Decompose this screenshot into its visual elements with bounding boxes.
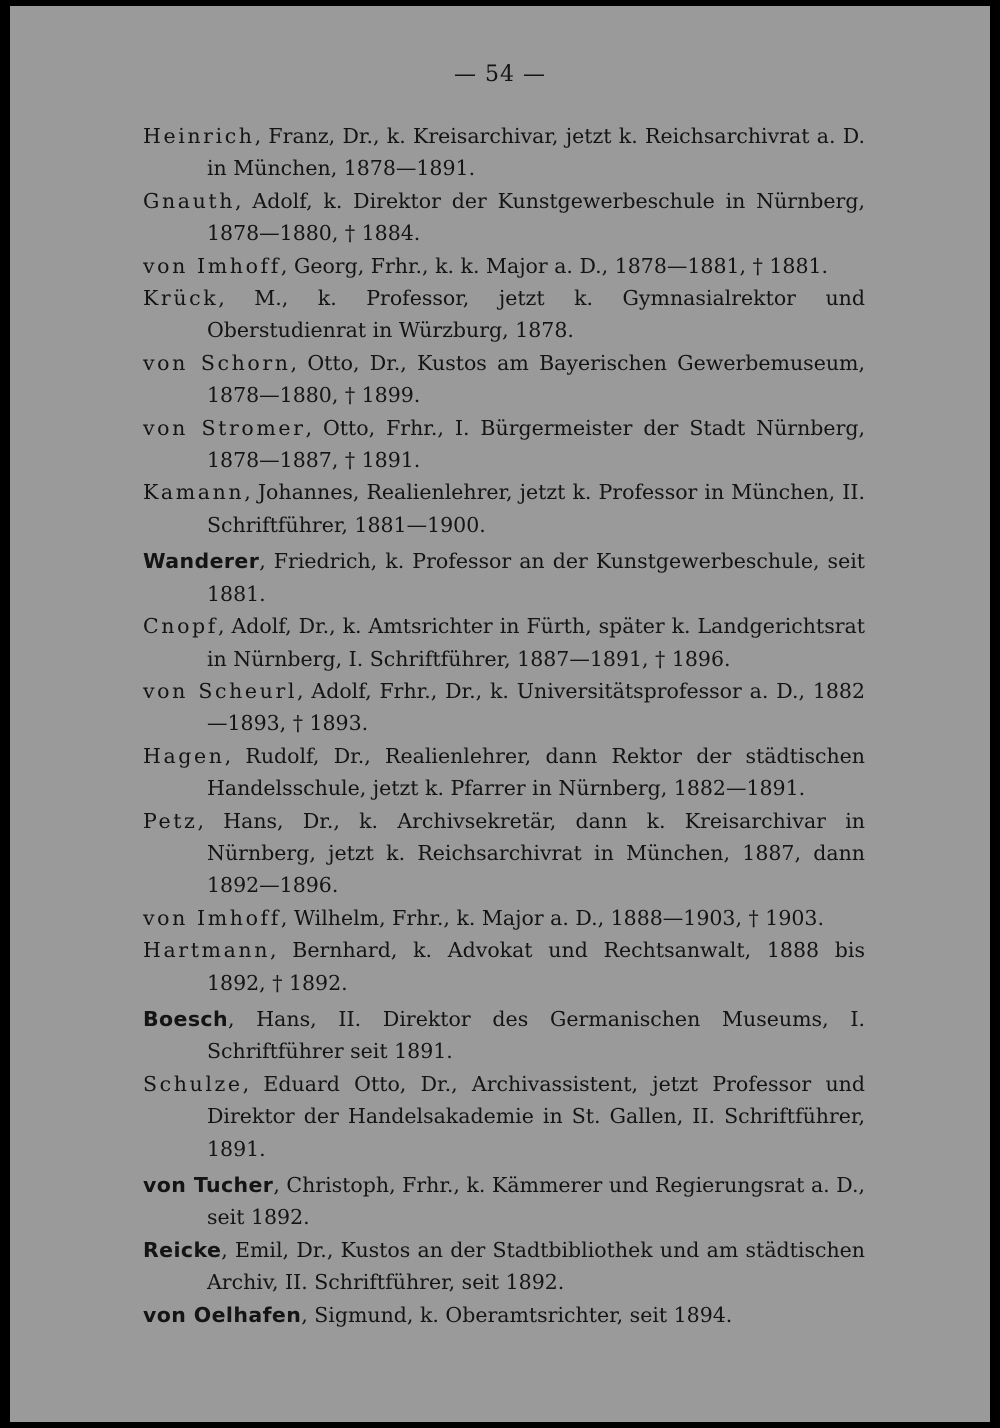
member-name: Boesch bbox=[143, 1006, 228, 1031]
member-list bbox=[143, 120, 865, 1331]
member-entry bbox=[143, 675, 866, 740]
member-entry bbox=[143, 610, 865, 675]
member-details: , Rudolf, Dr., Realienlehrer, dann Rektor der städtischen Handelsschule, jetzt k. Pfarrer in Nürnberg, 1882—1891. bbox=[207, 743, 865, 801]
member-details: , M., k. Professor, jetzt k. Gymnasialrektor und Oberstudienrat in Würzburg, 1878. bbox=[207, 286, 865, 343]
member-name: Hagen bbox=[143, 743, 225, 768]
member-entry bbox=[143, 476, 865, 541]
member-name: Cnopf bbox=[143, 614, 218, 639]
name-prefix: von bbox=[143, 415, 202, 440]
member-details: , Adolf, Frhr., Dr., k. Universitätsprofessor a. D., 1882—1893, † 1893. bbox=[207, 678, 866, 736]
member-details: , Bernhard, k. Advokat und Rechtsanwalt, 1888 bis 1892, † 1892. bbox=[207, 938, 865, 995]
member-entry bbox=[143, 347, 865, 412]
member-details: , Sigmund, k. Oberamtsrichter, seit 1894. bbox=[301, 1302, 733, 1327]
member-details: , Emil, Dr., Kustos an der Stadtbibliothek und am städtischen Archiv, II. Schriftführer, seit 1892. bbox=[207, 1237, 865, 1295]
member-details: , Otto, Frhr., I. Bürgermeister der Stadt Nürnberg, 1878—1887, † 1891. bbox=[207, 415, 866, 473]
member-name: Krück bbox=[143, 286, 219, 311]
member-name: Kamann bbox=[143, 480, 245, 505]
member-name: Scheurl bbox=[198, 678, 298, 703]
member-entry bbox=[143, 185, 865, 250]
member-name: Hartmann bbox=[143, 938, 271, 963]
member-name: Petz bbox=[143, 808, 198, 833]
member-entry bbox=[143, 545, 865, 610]
member-details: , Eduard Otto, Dr., Archivassistent, jetzt Professor und Direktor der Handelsakademie in St. Gallen, II. Schriftführer, 1891. bbox=[207, 1071, 865, 1161]
document-page bbox=[10, 6, 990, 1422]
member-details: , Georg, Frhr., k. k. Major a. D., 1878—1881, † 1881. bbox=[280, 253, 829, 278]
name-prefix: von bbox=[143, 1173, 194, 1197]
member-name: Heinrich bbox=[143, 124, 255, 148]
member-entry bbox=[143, 250, 865, 282]
member-name: Imhoff bbox=[197, 253, 281, 278]
member-entry bbox=[143, 805, 865, 902]
member-name: Tucher bbox=[193, 1173, 274, 1197]
member-details: , Christoph, Frhr., k. Kämmerer und Regierungsrat a. D., seit 1892. bbox=[207, 1173, 865, 1230]
member-entry bbox=[143, 1234, 865, 1299]
member-name: Schulze bbox=[143, 1071, 243, 1096]
member-entry bbox=[143, 934, 865, 999]
member-details: , Hans, Dr., k. Archivsekretär, dann k. Kreisarchivar in Nürnberg, jetzt k. Reichsarchivrat in München, 1887, dann 1892—1896. bbox=[197, 808, 865, 898]
name-prefix: von bbox=[143, 1302, 194, 1327]
member-name: Imhoff bbox=[197, 905, 281, 930]
member-details: , Johannes, Realienlehrer, jetzt k. Professor in München, II. Schriftführer, 1881—1900. bbox=[207, 480, 865, 537]
member-name: Reicke bbox=[143, 1237, 222, 1262]
name-prefix: von bbox=[143, 253, 198, 278]
member-details: , Franz, Dr., k. Kreisarchivar, jetzt k. Reichsarchivrat a. D. in München, 1878—1891. bbox=[207, 124, 865, 181]
member-details: , Friedrich, k. Professor an der Kunstgewerbeschule, seit 1881. bbox=[207, 549, 865, 606]
name-prefix: von bbox=[143, 678, 199, 703]
page-number: — 54 — bbox=[454, 62, 546, 87]
name-prefix: von bbox=[143, 905, 198, 930]
member-entry bbox=[143, 1003, 865, 1068]
member-details: , Otto, Dr., Kustos am Bayerischen Gewerbemuseum, 1878—1880, † 1899. bbox=[207, 350, 865, 408]
member-entry bbox=[143, 1299, 865, 1331]
member-entry bbox=[143, 1169, 865, 1234]
name-prefix: von bbox=[143, 350, 201, 375]
member-entry bbox=[143, 412, 866, 477]
member-name: Schorn bbox=[200, 350, 291, 375]
member-name: Gnauth bbox=[143, 188, 236, 213]
member-details: , Hans, II. Direktor des Germanischen Museums, I. Schriftführer seit 1891. bbox=[207, 1006, 865, 1064]
member-details: , Adolf, Dr., k. Amtsrichter in Fürth, später k. Landgerichtsrat in Nürnberg, I. Schriftführer, 1887—1891, † 1896. bbox=[207, 614, 865, 671]
member-name: Stromer bbox=[201, 415, 306, 440]
member-entry bbox=[143, 740, 865, 805]
member-name: Wanderer bbox=[143, 549, 260, 574]
member-entry bbox=[143, 282, 865, 347]
member-entry bbox=[143, 120, 865, 185]
member-name: Oelhafen bbox=[193, 1302, 302, 1327]
member-details: , Wilhelm, Frhr., k. Major a. D., 1888—1903, † 1903. bbox=[280, 905, 824, 930]
member-details: , Adolf, k. Direktor der Kunstgewerbeschule in Nürnberg, 1878—1880, † 1884. bbox=[207, 188, 865, 246]
member-entry bbox=[143, 1068, 865, 1165]
member-entry bbox=[143, 902, 865, 934]
